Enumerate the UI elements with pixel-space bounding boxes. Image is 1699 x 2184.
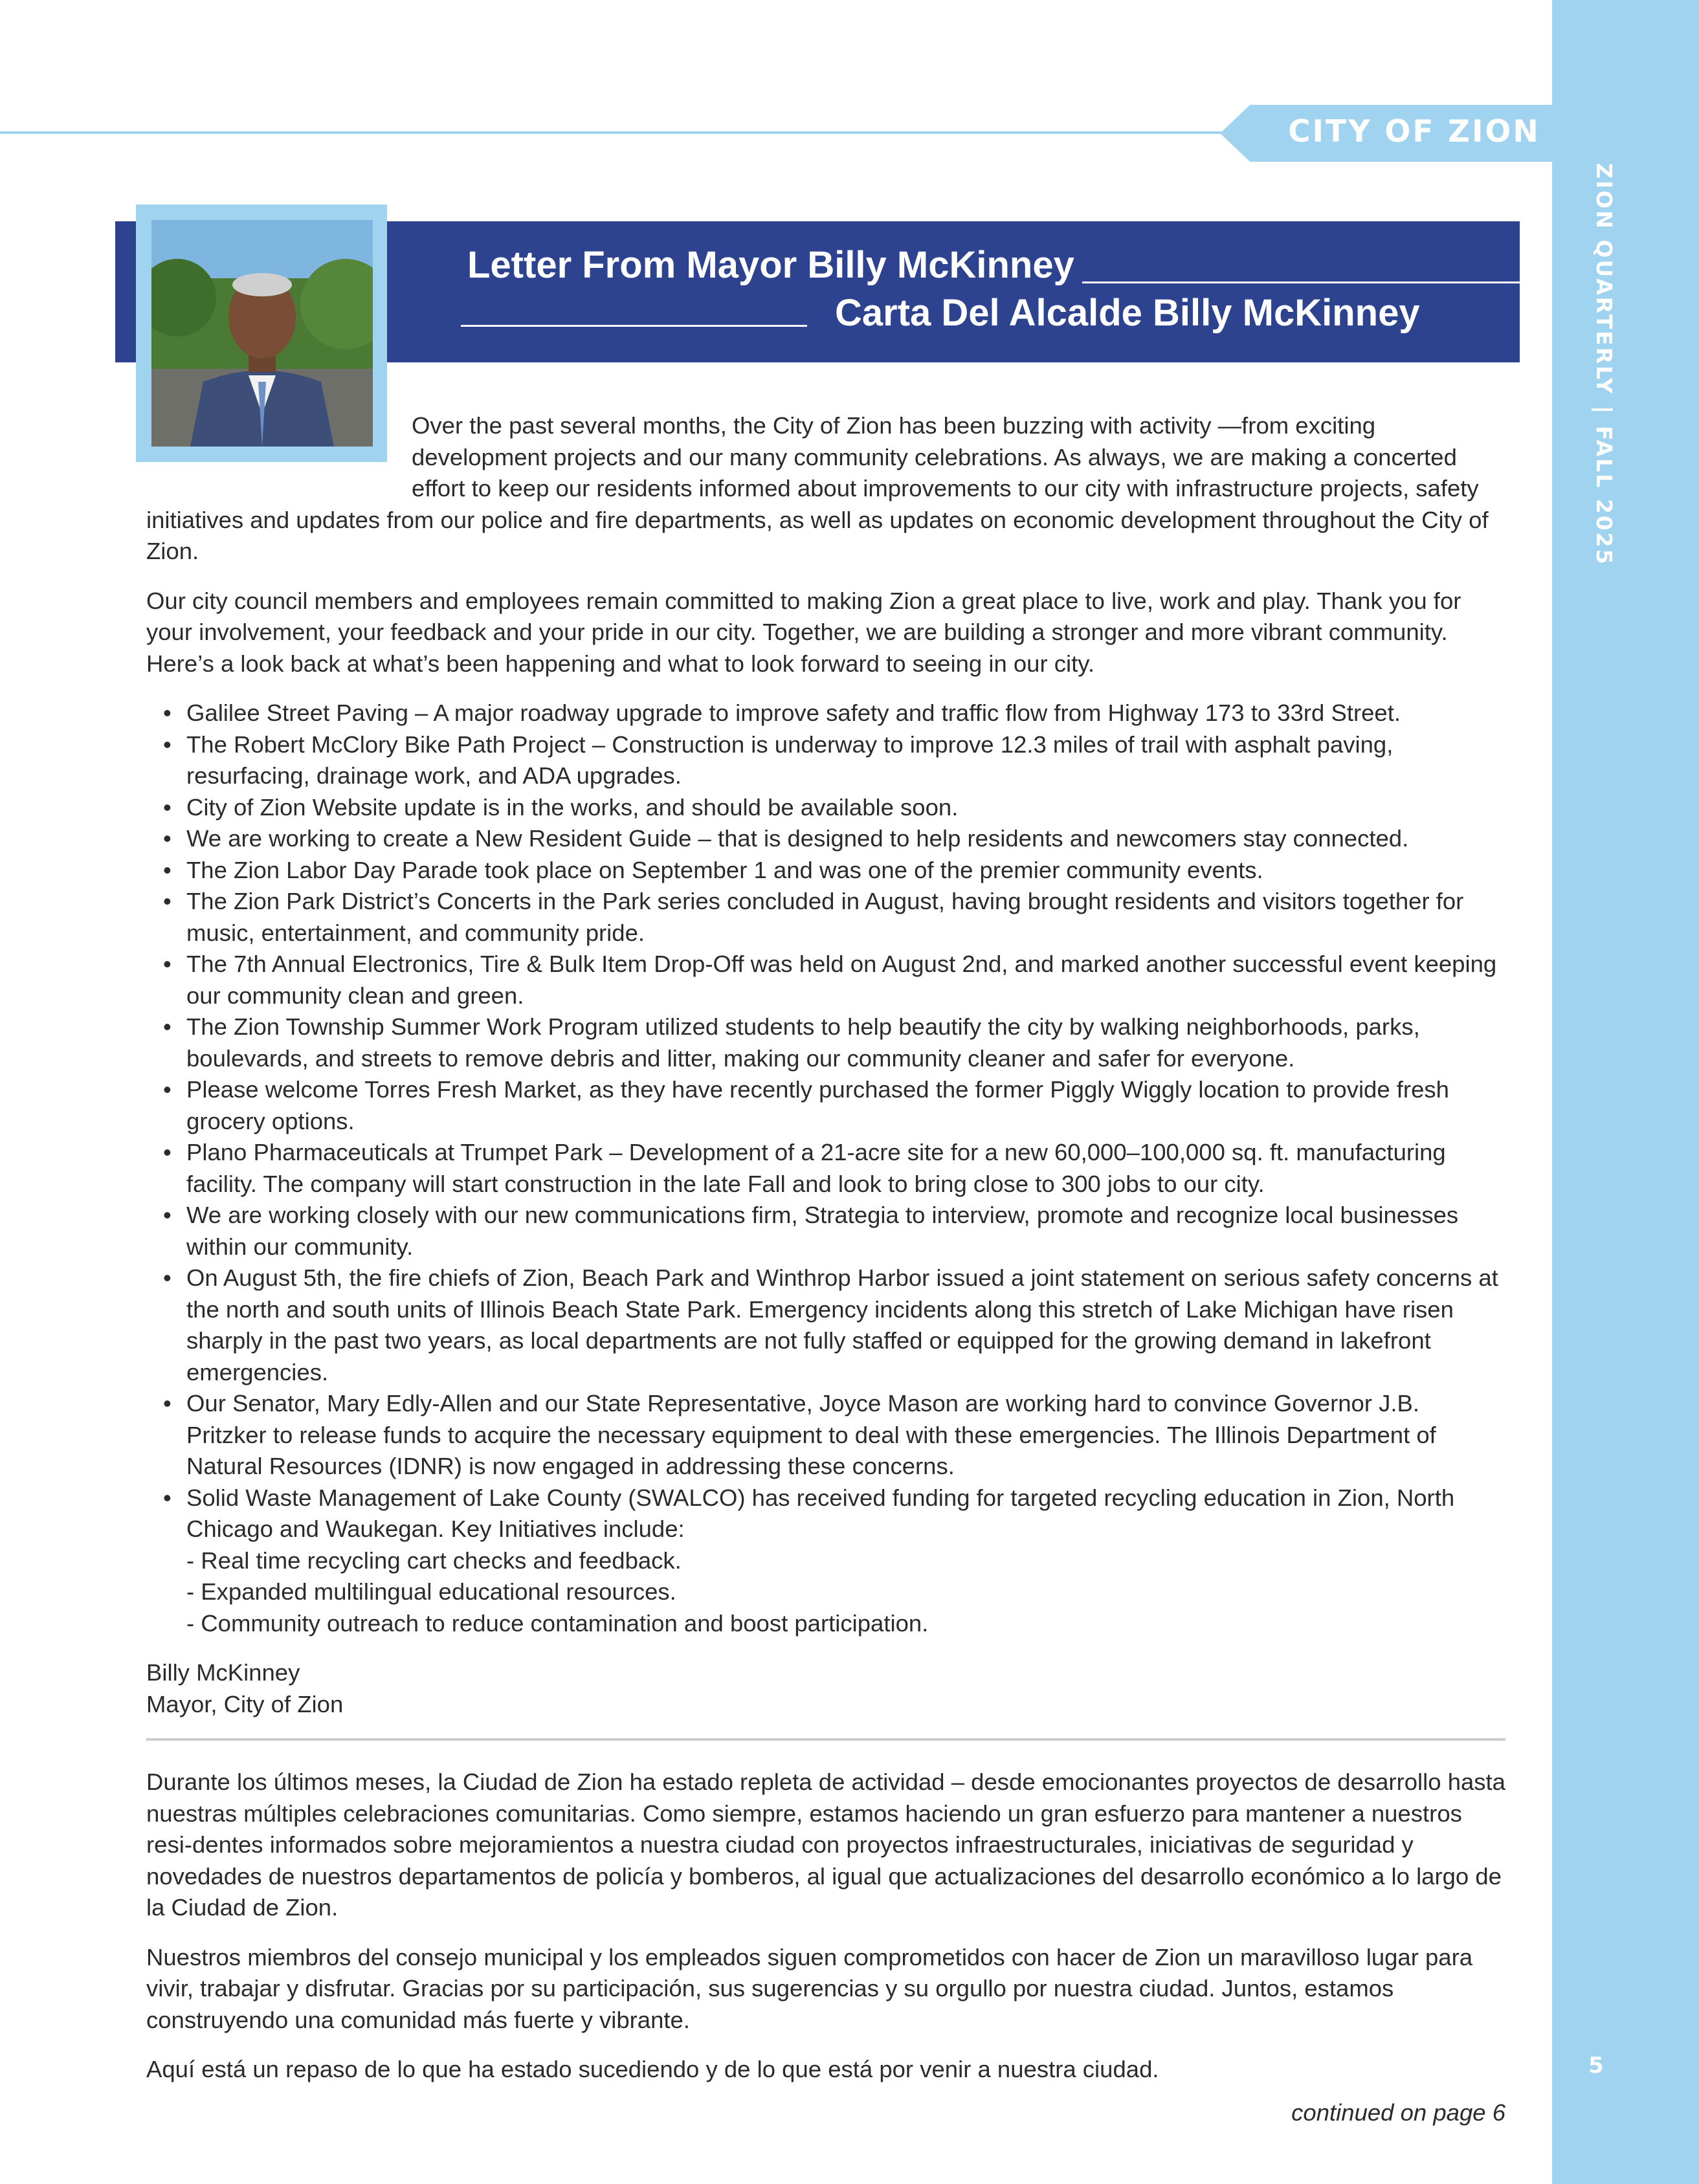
title-spanish: Carta Del Alcalde Billy McKinney xyxy=(835,292,1420,334)
list-item: • We are working closely with our new communications firm, Strategia to interview, promote and recognize local businesses within our community. xyxy=(146,1200,1505,1263)
spanish-paragraph: Nuestros miembros del consejo municipal y los empleados siguen comprometidos con hacer de Zion un maravilloso lugar para vivir, trabajar y disfrutar. Gracias por su participación, sus sugerencias y su orgullo por nuestra ciudad. Juntos, estamos construyendo una comunidad más fuerte y vibrante. xyxy=(146,1943,1473,2033)
title-rule-english xyxy=(1082,281,1520,283)
list-item: • Plano Pharmaceuticals at Trumpet Park – Development of a 21-acre site for a new 60,000–100,000 sq. ft. manufacturing facility. The company will start construction in the late Fall and look to bring close to 300 jobs to our city. xyxy=(146,1137,1505,1200)
list-item-text: Solid Waste Management of Lake County (SWALCO) has received funding for targeted recycling education in Zion, North Chicago and Waukegan. Key Initiatives include: xyxy=(186,1484,1455,1542)
list-item: • The Zion Township Summer Work Program utilized students to help beautify the city by walking neighborhoods, parks, boulevards, and streets to remove debris and litter, making our community cleaner and safer for everyone. xyxy=(146,1011,1505,1074)
list-item: • We are working to create a New Resident Guide – that is designed to help residents and newcomers stay connected. xyxy=(146,823,1505,855)
letter-body xyxy=(146,410,1505,2128)
spanish-paragraph: Aquí está un repaso de lo que ha estado sucediendo y de lo que está por venir a nuestra ciudad. xyxy=(146,2056,1159,2082)
list-item: • The Zion Park District’s Concerts in the Park series concluded in August, having brought residents and visitors together for music, entertainment, and community pride. xyxy=(146,886,1505,949)
header-rule xyxy=(0,131,1230,134)
sub-item: - Expanded multilingual educational resources. xyxy=(186,1578,676,1605)
photo-wrap-space xyxy=(146,410,412,475)
list-item-swalco xyxy=(146,1483,1505,1640)
list-item: • The Robert McClory Bike Path Project – Construction is underway to improve 12.3 miles of trail with asphalt paving, resurfacing, drainage work, and ADA upgrades. xyxy=(146,729,1505,792)
list-item: • Galilee Street Paving – A major roadway upgrade to improve safety and traffic flow from Highway 173 to 33rd Street. xyxy=(146,698,1505,729)
list-item: • Please welcome Torres Fresh Market, as they have recently purchased the former Piggly Wiggly location to provide fresh grocery options. xyxy=(146,1074,1505,1137)
publication-issue-label xyxy=(1565,163,1617,566)
list-item: • On August 5th, the fire chiefs of Zion, Beach Park and Winthrop Harbor issued a joint statement on serious safety concerns at the north and south units of Illinois Beach State Park. Emergency incidents along this stretch of Lake Michigan have risen sharply in the past two years, as local departments are not fully staffed or equipped for the growing demand in lakefront emergencies. xyxy=(146,1263,1505,1388)
page-number: 5 xyxy=(1588,2053,1604,2079)
list-item: • City of Zion Website update is in the works, and should be available soon. xyxy=(146,792,1505,824)
sub-item: - Real time recycling cart checks and feedback. xyxy=(186,1547,682,1574)
title-rule-spanish xyxy=(461,325,807,327)
title-english: Letter From Mayor Billy McKinney xyxy=(467,244,1074,286)
list-item: • Our Senator, Mary Edly-Allen and our State Representative, Joyce Mason are working hard to convince Governor J.B. Pritzker to release funds to acquire the necessary equipment to deal with these emergencies. The Illinois Department of Natural Resources (IDNR) is now engaged in addressing these concerns. xyxy=(146,1388,1505,1483)
issue-separator: | xyxy=(1592,405,1617,415)
section-tab-label: CITY OF ZION xyxy=(1288,114,1540,149)
signature-block xyxy=(146,1657,1505,1720)
continued-note: continued on page 6 xyxy=(1291,2099,1505,2126)
signature-name: Billy McKinney xyxy=(146,1659,300,1686)
language-divider xyxy=(146,1738,1505,1741)
sub-item: - Community outreach to reduce contamination and boost participation. xyxy=(186,1609,929,1637)
spanish-paragraph: Durante los últimos meses, la Ciudad de Zion ha estado repleta de actividad – desde emocionantes proyectos de desarrollo hasta nuestras múltiples celebraciones comunitarias. Como siempre, estamos haciendo un gran esfuerzo para mantener a nuestros resi-dentes informados sobre mejoramientos a nuestra ciudad con proyectos infraestructurales, iniciativas de seguridad y novedades de nuestros departamentos de policía y bomberos, al igual que actualizaciones del desarrollo económico a lo largo de la Ciudad de Zion. xyxy=(146,1769,1505,1921)
intro-paragraph: Over the past several months, the City of Zion has been buzzing with activity —from exciting development projects and our many community celebrations. As always, we are making a concerted effort to keep our residents informed about improvements to our city with infrastructure projects, safety initiatives and updates from our police and fire departments, as well as updates on economic development throughout the City of Zion. xyxy=(146,412,1489,564)
publication-name: ZION QUARTERLY xyxy=(1592,163,1617,395)
issue-season: FALL 2025 xyxy=(1592,425,1617,566)
list-item: • The 7th Annual Electronics, Tire & Bulk Item Drop-Off was held on August 2nd, and marked another successful event keeping our community clean and green. xyxy=(146,949,1505,1011)
body-paragraph: Our city council members and employees remain committed to making Zion a great place to live, work and play. Thank you for your involvement, your feedback and your pride in our city. Together, we are building a stronger and more vibrant community. Here’s a look back at what’s been happening and what to look forward to seeing in our city. xyxy=(146,587,1461,677)
list-item: • The Zion Labor Day Parade took place on September 1 and was one of the premier community events. xyxy=(146,855,1505,887)
signature-title: Mayor, City of Zion xyxy=(146,1690,344,1717)
highlights-list xyxy=(146,698,1505,1639)
